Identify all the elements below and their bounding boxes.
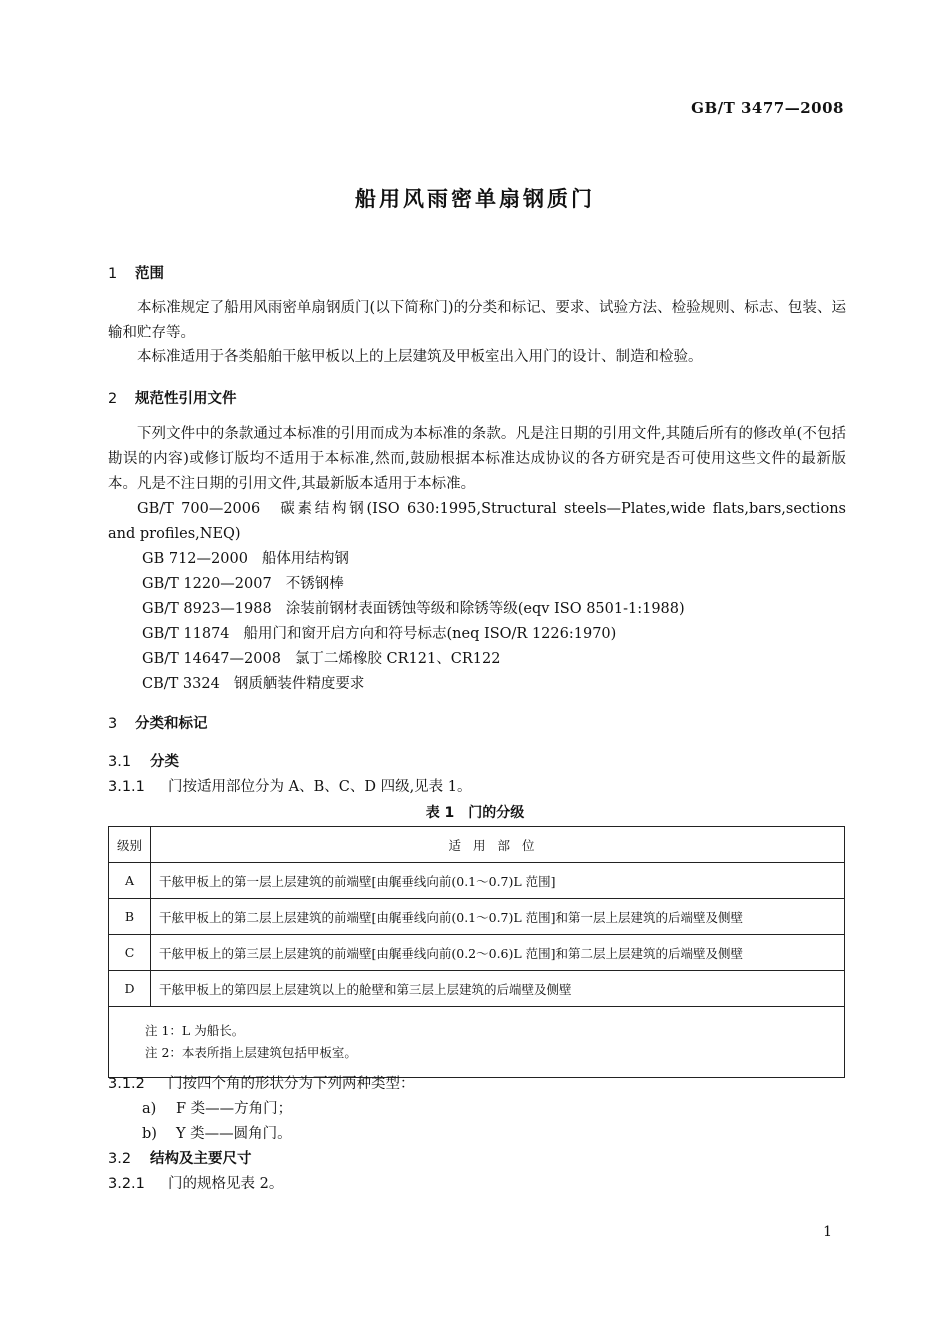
list-text: Y 类——圆角门。	[176, 1126, 292, 1142]
reference-code: GB/T 14647—2008	[142, 651, 281, 667]
section-title: 分类	[150, 754, 179, 770]
clause-number: 3.1.2	[108, 1076, 145, 1092]
column-header-location: 适用部位	[151, 827, 845, 863]
section-1-heading	[108, 262, 164, 283]
reference-item	[142, 547, 349, 568]
reference-item	[142, 647, 500, 668]
section-number: 1	[108, 266, 118, 282]
table-note: 注 1：L 为船长。	[145, 1023, 245, 1038]
grade-cell: D	[109, 971, 151, 1007]
page-number: 1	[823, 1224, 832, 1240]
location-cell: 干舷甲板上的第四层上层建筑以上的舱壁和第三层上层建筑的后端壁及侧壁	[151, 971, 845, 1007]
clause-3-1-2	[108, 1072, 415, 1093]
clause-text: 门按适用部位分为 A、B、C、D 四级,见表 1。	[168, 779, 472, 795]
reference-title: 氯丁二烯橡胶 CR121、CR122	[294, 651, 501, 667]
reference-code: GB 712—2000	[142, 551, 248, 567]
standard-number: GB/T 3477—2008	[691, 99, 844, 117]
section-1-paragraph-1: 本标准规定了船用风雨密单扇钢质门(以下简称门)的分类和标记、要求、试验方法、检验规则、标志、包装、运输和贮存等。	[108, 300, 846, 341]
location-cell: 干舷甲板上的第三层上层建筑的前端壁[由艉垂线向前(0.2～0.6)L 范围]和第二层上层建筑的后端壁及侧壁	[151, 935, 845, 971]
grade-cell: B	[109, 899, 151, 935]
column-header-grade: 级别	[109, 827, 151, 863]
reference-code: CB/T 3324	[142, 676, 220, 692]
section-number: 2	[108, 391, 118, 407]
clause-number: 3.1.1	[108, 779, 145, 795]
reference-item	[142, 672, 364, 693]
section-1-paragraph-2: 本标准适用于各类船舶干舷甲板以上的上层建筑及甲板室出入用门的设计、制造和检验。	[137, 349, 703, 365]
reference-title: 钢质舾装件精度要求	[233, 676, 365, 692]
table-row	[109, 863, 845, 899]
section-2-heading	[108, 387, 237, 408]
table-note: 注 2：本表所指上层建筑包括甲板室。	[145, 1045, 357, 1060]
reference-item	[142, 572, 344, 593]
table-header-row	[109, 827, 845, 863]
section-number: 3	[108, 716, 118, 732]
reference-title: 不锈钢棒	[285, 576, 344, 592]
clause-number: 3.2.1	[108, 1176, 145, 1192]
table-row	[109, 899, 845, 935]
reference-code: GB/T 8923—1988	[142, 601, 272, 617]
grade-cell: A	[109, 863, 151, 899]
clause-text: 门按四个角的形状分为下列两种类型：	[168, 1076, 415, 1092]
document-title: 船用风雨密单扇钢质门	[355, 187, 595, 211]
reference-item	[108, 497, 846, 547]
table-row	[109, 935, 845, 971]
table-notes	[109, 1007, 845, 1078]
location-cell: 干舷甲板上的第二层上层建筑的前端壁[由艉垂线向前(0.1～0.7)L 范围]和第一层上层建筑的后端壁及侧壁	[151, 899, 845, 935]
section-title: 结构及主要尺寸	[150, 1151, 252, 1167]
table-notes-row	[109, 1007, 845, 1078]
table-1	[108, 826, 845, 1078]
reference-title: 碳素结构钢(ISO 630:1995,Structural steels—Plates,wide flats,bars,sections and profiles,NEQ)	[108, 501, 846, 542]
section-2-paragraph: 下列文件中的条款通过本标准的引用而成为本标准的条款。凡是注日期的引用文件,其随后所有的修改单(不包括勘误的内容)或修订版均不适用于本标准,然而,鼓励根据本标准达成协议的各方研究是否可使用这些文件的最新版本。凡是不注日期的引用文件,其最新版本适用于本标准。	[108, 426, 846, 492]
subsection-3-2-heading	[108, 1147, 252, 1168]
section-title: 分类和标记	[135, 716, 208, 732]
section-title: 范围	[135, 266, 164, 282]
list-item	[142, 1122, 292, 1143]
section-number: 3.2	[108, 1151, 132, 1167]
table-1-caption: 表 1 门的分级	[425, 805, 525, 821]
section-title: 规范性引用文件	[135, 391, 237, 407]
reference-title: 船用门和窗开启方向和符号标志(neq ISO/R 1226:1970)	[243, 626, 617, 642]
reference-item	[142, 597, 685, 618]
location-cell: 干舷甲板上的第一层上层建筑的前端壁[由艉垂线向前(0.1～0.7)L 范围]	[151, 863, 845, 899]
reference-code: GB/T 11874	[142, 626, 230, 642]
grade-cell: C	[109, 935, 151, 971]
clause-3-2-1	[108, 1172, 283, 1193]
reference-title: 船体用结构钢	[261, 551, 349, 567]
list-item	[142, 1097, 292, 1118]
clause-3-1-1	[108, 775, 472, 796]
subsection-3-1-heading	[108, 750, 179, 771]
section-3-heading	[108, 712, 208, 733]
section-number: 3.1	[108, 754, 132, 770]
list-marker: a)	[142, 1101, 157, 1117]
list-marker: b)	[142, 1126, 157, 1142]
reference-code: GB/T 700—2006	[137, 501, 261, 517]
table-row	[109, 971, 845, 1007]
reference-item	[142, 622, 616, 643]
reference-code: GB/T 1220—2007	[142, 576, 272, 592]
clause-text: 门的规格见表 2。	[168, 1176, 284, 1192]
reference-title: 涂装前钢材表面锈蚀等级和除锈等级(eqv ISO 8501-1:1988)	[285, 601, 685, 617]
list-text: F 类——方角门；	[176, 1101, 293, 1117]
